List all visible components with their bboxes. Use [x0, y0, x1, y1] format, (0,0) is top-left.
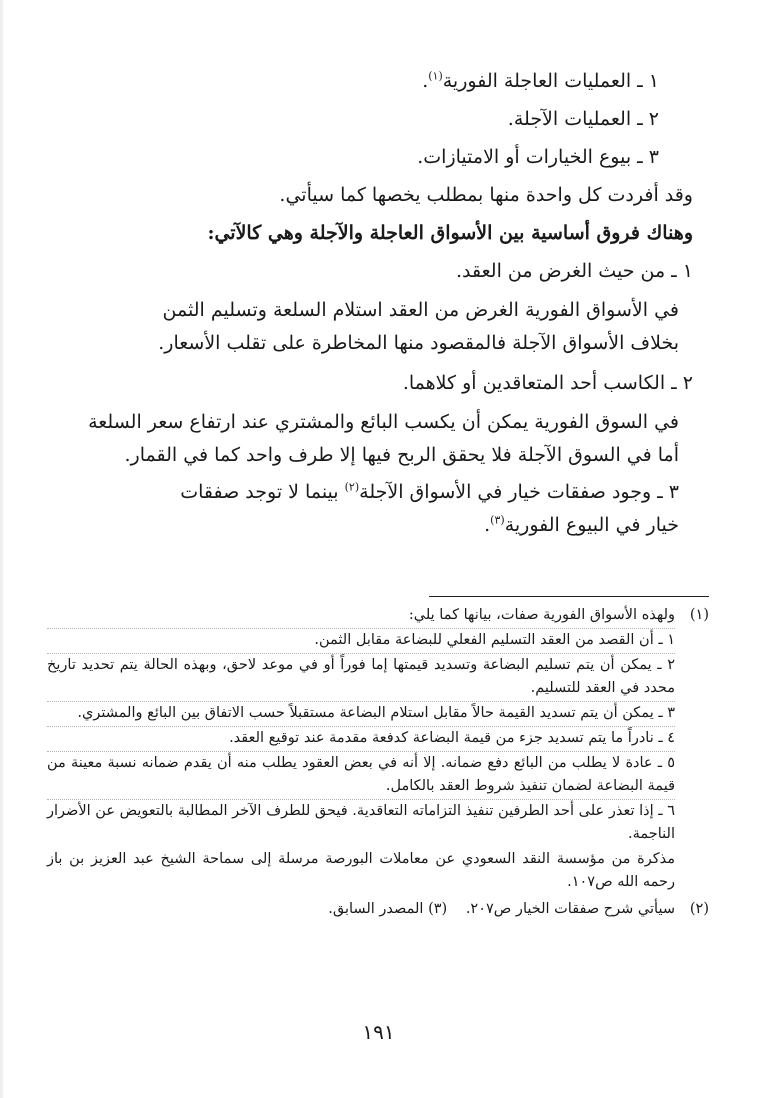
footnote-ref: (٣) — [490, 513, 505, 527]
main-text — [49, 62, 709, 542]
footnote-source: مذكرة من مؤسسة النقد السعودي عن معاملات البورصة مرسلة إلى سماحة الشيخ عبد العزيز بن باز رحمه الله ص١٠٧. — [47, 851, 675, 890]
paragraph: في السوق الفورية يمكن أن يكسب البائع والمشتري عند ارتفاع سعر السلعة أما في السوق الآجلة فلا يحقق الربح فيها إلا طرف واحد كما في القمار. — [88, 411, 679, 466]
footnote-item: ٥ ـ عادة لا يطلب من البائع دفع ضمانه. إلا أنه في بعض العقود يطلب منه أن يقدم ضمانه نسبة معينة من قيمة البضاعة لضمان تنفيذ شروط العقد بالكامل. — [47, 752, 675, 800]
footnote-number: (١) — [689, 607, 709, 623]
paragraph: ٣ ـ وجود صفقات خيار في الأسواق الآجلة$^{(٢)}$ بينما لا توجد صفقات خيار في البيوع الفورية$^{(٣)}$. — [180, 480, 679, 536]
footnote-text: المصدر السابق. — [328, 901, 424, 917]
footnote-number: (٢) — [689, 901, 709, 917]
footnote-ref: (١) — [428, 69, 443, 83]
footnote-item: ١ ـ أن القصد من العقد التسليم الفعلي للبضاعة مقابل الثمن. — [47, 629, 675, 654]
footnote-separator — [429, 596, 709, 597]
footnote-ref: (٢) — [344, 480, 360, 494]
footnote-text: سيأتي شرح صفقات الخيار ص٢٠٧. — [465, 901, 675, 917]
footnotes — [47, 604, 709, 921]
footnote-item: ٤ ـ نادراً ما يتم تسديد جزء من قيمة البضاعة كدفعة مقدمة عند توقيع العقد. — [47, 727, 675, 752]
list-item: ١ ـ العمليات العاجلة الفورية$^{(١)}$. — [422, 69, 659, 92]
difference-title: ٢ ـ الكاسب أحد المتعاقدين أو كلاهما. — [402, 372, 693, 394]
list-item: ٣ ـ بيوع الخيارات أو الامتيازات. — [417, 146, 659, 168]
difference-title: ١ ـ من حيث الغرض من العقد. — [456, 260, 693, 282]
footnote-number: (٣) — [428, 901, 448, 917]
section-heading: وهناك فروق أساسية بين الأسواق العاجلة والآجلة وهي كالآتي: — [207, 222, 693, 244]
paragraph: في الأسواق الفورية الغرض من العقد استلام السلعة وتسليم الثمن بخلاف الأسواق الآجلة فالمقصود منها المخاطرة على تقلب الأسعار. — [158, 299, 679, 354]
footnote — [47, 604, 709, 894]
footnote-item: ٣ ـ يمكن أن يتم تسديد القيمة حالاً مقابل استلام البضاعة مستقبلاً حسب الاتفاق بين البائع والمشتري. — [47, 702, 675, 727]
footnote-item: ٦ ـ إذا تعذر على أحد الطرفين تنفيذ التزاماته التعاقدية. فيحق للطرف الآخر المطالبة بالتعويض عن الأضرار الناجمة. — [47, 803, 675, 842]
scan-edge — [0, 0, 3, 1098]
note-line: وقد أفردت كل واحدة منها بمطلب يخصها كما سيأتي. — [279, 184, 693, 206]
footnote — [47, 898, 709, 921]
list-item: ٢ ـ العمليات الآجلة. — [507, 108, 659, 130]
footnote-intro: ولهذه الأسواق الفورية صفات، بيانها كما يلي: — [47, 604, 675, 629]
page-number: ١٩١ — [362, 1020, 395, 1044]
footnote-item: ٢ ـ يمكن أن يتم تسليم البضاعة وتسديد قيمتها إما فوراً أو في موعد لاحق، وبهذه الحالة يتم تحديد تاريخ محدد في العقد للتسليم. — [47, 654, 675, 702]
